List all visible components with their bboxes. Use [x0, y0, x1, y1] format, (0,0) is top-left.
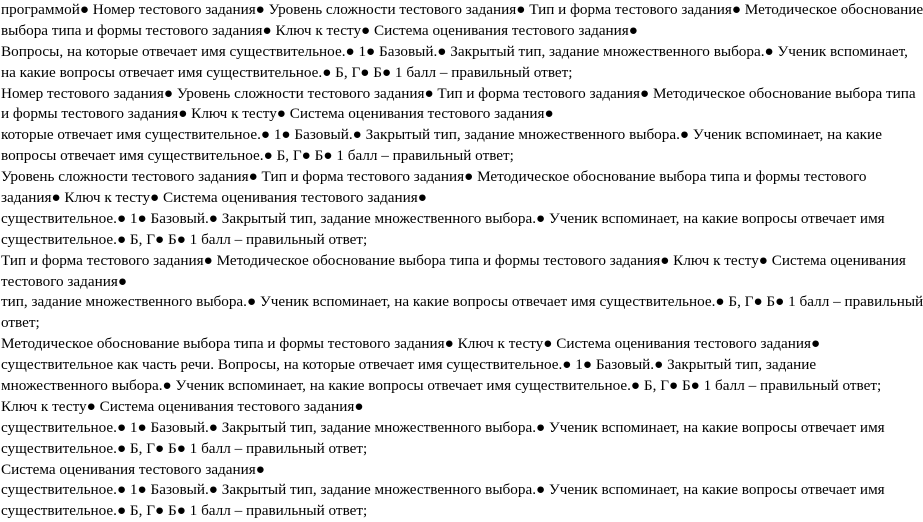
text-line: Система оценивания тестового задания●	[1, 460, 265, 478]
text-line: Методическое обоснование выбора типа и формы тестового задания● Ключ к тесту● Система оценивания тестового задания●	[1, 335, 821, 353]
text-line: тип, задание множественного выбора.● Ученик вспоминает, на какие вопросы отвечает имя существительное.● Б, Г● Б● 1 балл – правильный	[1, 293, 923, 311]
text-line: существительное.● Б, Г● Б● 1 балл – правильный ответ;	[1, 502, 368, 520]
text-line: которые отвечает имя существительное.● 1● Базовый.● Закрытый тип, задание множественного выбора.● Ученик вспоминает, на какие	[1, 126, 882, 144]
text-line: Ключ к тесту● Система оценивания тестового задания●	[1, 397, 364, 415]
text-line: существительное как часть речи. Вопросы, на которые отвечает имя существительное.● 1● Базовый.● Закрытый тип, задание	[1, 356, 817, 374]
text-line: ответ;	[1, 314, 40, 332]
text-line: существительное.● Б, Г● Б● 1 балл – правильный ответ;	[1, 439, 368, 457]
document-body	[1, 0, 923, 522]
text-line: и формы тестового задания● Ключ к тесту● Система оценивания тестового задания●	[1, 105, 554, 123]
text-line: множественного выбора.● Ученик вспоминает, на какие вопросы отвечает имя существительное.● Б, Г● Б● 1 балл – правильный ответ;	[1, 377, 882, 395]
text-line: программой● Номер тестового задания● Уровень сложности тестового задания● Тип и форма тестового задания● Методическое обоснование	[1, 1, 923, 18]
text-line: существительное.● 1● Базовый.● Закрытый тип, задание множественного выбора.● Ученик вспоминает, на какие вопросы отвечает имя	[1, 209, 885, 227]
text-line: Номер тестового задания● Уровень сложности тестового задания● Тип и форма тестового задания● Методическое обоснование выбора типа	[1, 84, 916, 102]
text-line: на какие вопросы отвечает имя существительное.● Б, Г● Б● 1 балл – правильный ответ;	[1, 63, 573, 81]
text-line: Тип и форма тестового задания● Методическое обоснование выбора типа и формы тестового задания● Ключ к тесту● Система оценивания	[1, 251, 906, 269]
text-line: тестового задания●	[1, 272, 128, 290]
text-line: вопросы отвечает имя существительное.● Б, Г● Б● 1 балл – правильный ответ;	[1, 147, 514, 165]
text-line: существительное.● Б, Г● Б● 1 балл – правильный ответ;	[1, 230, 368, 248]
text-line: выбора типа и формы тестового задания● Ключ к тесту● Система оценивания тестового задания●	[1, 21, 638, 39]
text-line: Уровень сложности тестового задания● Тип и форма тестового задания● Методическое обоснование выбора типа и формы тестового	[1, 168, 867, 186]
text-line: существительное.● 1● Базовый.● Закрытый тип, задание множественного выбора.● Ученик вспоминает, на какие вопросы отвечает имя	[1, 481, 885, 499]
text-line: Вопросы, на которые отвечает имя существительное.● 1● Базовый.● Закрытый тип, задание множественного выбора.● Ученик вспоминает,	[1, 42, 908, 60]
text-line: существительное.● 1● Базовый.● Закрытый тип, задание множественного выбора.● Ученик вспоминает, на какие вопросы отвечает имя	[1, 418, 885, 436]
text-line: задания● Ключ к тесту● Система оценивания тестового задания●	[1, 189, 427, 207]
